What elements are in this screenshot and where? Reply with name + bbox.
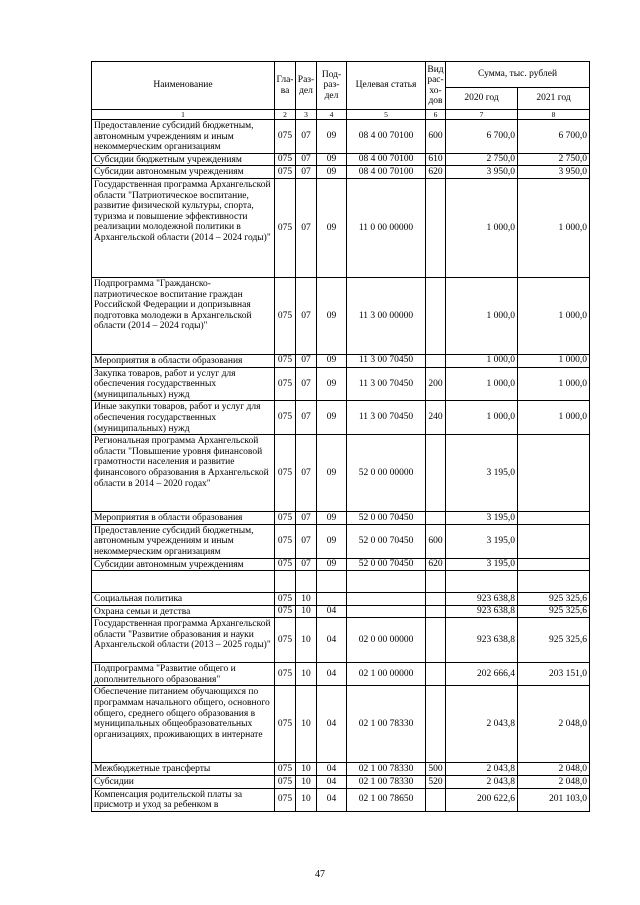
amount-2020-cell: 3 195,0 (446, 558, 518, 571)
index-cell: 6 (426, 110, 446, 120)
podrazdel-cell: 09 (317, 367, 347, 401)
podrazdel-cell: 09 (317, 435, 347, 512)
index-row (92, 110, 590, 120)
table-row (92, 367, 590, 401)
amount-2021-cell: 203 151,0 (518, 663, 590, 686)
table-row (92, 153, 590, 166)
table-row (92, 686, 590, 763)
podrazdel-cell: 09 (317, 277, 347, 354)
table-row (92, 166, 590, 179)
podrazdel-cell: 09 (317, 558, 347, 571)
target-cell (347, 593, 426, 606)
amount-2021-cell: 2 750,0 (518, 153, 590, 166)
razdel-cell: 07 (296, 512, 317, 525)
vid-cell (426, 354, 446, 367)
razdel-cell: 10 (296, 593, 317, 606)
razdel-cell: 07 (296, 367, 317, 401)
amount-2020-cell: 3 195,0 (446, 512, 518, 525)
amount-2021-cell: 6 700,0 (518, 120, 590, 154)
table-row (92, 618, 590, 663)
target-cell: 52 0 00 00000 (347, 435, 426, 512)
vid-cell (426, 178, 446, 277)
glava-cell: 075 (275, 401, 296, 435)
glava-cell (275, 571, 296, 593)
podrazdel-cell: 04 (317, 776, 347, 789)
amount-2021-cell (518, 512, 590, 525)
target-cell: 02 1 00 78330 (347, 686, 426, 763)
amount-2021-cell: 2 048,0 (518, 776, 590, 789)
amount-2020-cell: 1 000,0 (446, 178, 518, 277)
target-cell: 08 4 00 70100 (347, 153, 426, 166)
target-cell: 08 4 00 70100 (347, 120, 426, 154)
target-cell: 52 0 00 70450 (347, 558, 426, 571)
podrazdel-cell: 09 (317, 512, 347, 525)
vid-cell (426, 663, 446, 686)
razdel-cell: 10 (296, 686, 317, 763)
glava-cell: 075 (275, 354, 296, 367)
amount-2020-cell: 1 000,0 (446, 367, 518, 401)
amount-2020-cell (446, 571, 518, 593)
vid-cell: 610 (426, 153, 446, 166)
amount-2020-cell: 2 043,8 (446, 763, 518, 776)
target-cell: 52 0 00 70450 (347, 524, 426, 558)
vid-cell (426, 277, 446, 354)
index-cell: 5 (347, 110, 426, 120)
header-glava: Гла-ва (275, 62, 296, 110)
vid-cell (426, 686, 446, 763)
glava-cell: 075 (275, 605, 296, 618)
razdel-cell: 10 (296, 788, 317, 811)
target-cell: 11 3 00 70450 (347, 367, 426, 401)
razdel-cell: 07 (296, 153, 317, 166)
row-name-cell: Субсидии автономным учреждениям (92, 558, 275, 571)
header-2020: 2020 год (446, 88, 518, 110)
index-cell: 2 (275, 110, 296, 120)
amount-2021-cell: 2 048,0 (518, 686, 590, 763)
vid-cell (426, 788, 446, 811)
index-cell: 3 (296, 110, 317, 120)
row-name-cell: Государственная программа Архангельской области "Развитие образования и науки Архангельской области (2013 – 2025 годы)" (92, 618, 275, 663)
razdel-cell: 07 (296, 120, 317, 154)
razdel-cell: 10 (296, 776, 317, 789)
podrazdel-cell: 09 (317, 178, 347, 277)
podrazdel-cell: 09 (317, 166, 347, 179)
razdel-cell: 07 (296, 277, 317, 354)
razdel-cell: 10 (296, 763, 317, 776)
razdel-cell: 10 (296, 605, 317, 618)
vid-cell (426, 618, 446, 663)
glava-cell: 075 (275, 558, 296, 571)
amount-2021-cell: 201 103,0 (518, 788, 590, 811)
vid-cell: 600 (426, 524, 446, 558)
target-cell: 02 1 00 00000 (347, 663, 426, 686)
glava-cell: 075 (275, 776, 296, 789)
table-row (92, 178, 590, 277)
target-cell: 08 4 00 70100 (347, 166, 426, 179)
glava-cell: 075 (275, 120, 296, 154)
row-name-cell: Межбюджетные трансферты (92, 763, 275, 776)
amount-2020-cell: 1 000,0 (446, 401, 518, 435)
target-cell (347, 571, 426, 593)
amount-2021-cell: 1 000,0 (518, 401, 590, 435)
table-row (92, 354, 590, 367)
row-name-cell: Иные закупки товаров, работ и услуг для обеспечения государственных (муниципальных) нужд (92, 401, 275, 435)
amount-2020-cell: 200 622,6 (446, 788, 518, 811)
amount-2021-cell (518, 571, 590, 593)
header-name: Наименование (92, 62, 275, 110)
index-cell: 8 (518, 110, 590, 120)
row-name-cell (92, 571, 275, 593)
row-name-cell: Охрана семьи и детства (92, 605, 275, 618)
row-name-cell: Подпрограмма "Гражданско-патриотическое воспитание граждан Российской Федерации и допризывная подготовка молодежи в Архангельской области (2014 – 2024 годы)" (92, 277, 275, 354)
podrazdel-cell: 04 (317, 788, 347, 811)
header-sum: Сумма, тыс. рублей (446, 62, 590, 88)
razdel-cell: 07 (296, 166, 317, 179)
table-row (92, 512, 590, 525)
razdel-cell: 07 (296, 435, 317, 512)
podrazdel-cell: 09 (317, 524, 347, 558)
amount-2020-cell: 2 043,8 (446, 776, 518, 789)
amount-2021-cell: 1 000,0 (518, 277, 590, 354)
row-name-cell: Государственная программа Архангельской области "Патриотическое воспитание, развитие физической культуры, спорта, туризма и повышение эффективности реализации молодежной политики в Архангельской области (2014 – 2024 годы)" (92, 178, 275, 277)
row-name-cell: Субсидии (92, 776, 275, 789)
razdel-cell: 07 (296, 178, 317, 277)
row-name-cell: Мероприятия в области образования (92, 354, 275, 367)
row-name-cell: Мероприятия в области образования (92, 512, 275, 525)
table-row (92, 663, 590, 686)
vid-cell (426, 605, 446, 618)
amount-2020-cell: 923 638,8 (446, 605, 518, 618)
glava-cell: 075 (275, 663, 296, 686)
amount-2021-cell: 925 325,6 (518, 593, 590, 606)
podrazdel-cell: 09 (317, 354, 347, 367)
amount-2020-cell: 3 195,0 (446, 435, 518, 512)
target-cell: 02 1 00 78330 (347, 763, 426, 776)
target-cell: 11 3 00 00000 (347, 277, 426, 354)
row-name-cell: Субсидии автономным учреждениям (92, 166, 275, 179)
glava-cell: 075 (275, 277, 296, 354)
index-cell: 4 (317, 110, 347, 120)
table-row (92, 605, 590, 618)
glava-cell: 075 (275, 512, 296, 525)
podrazdel-cell: 04 (317, 605, 347, 618)
header-2021: 2021 год (518, 88, 590, 110)
amount-2021-cell: 1 000,0 (518, 354, 590, 367)
podrazdel-cell: 09 (317, 153, 347, 166)
podrazdel-cell: 04 (317, 663, 347, 686)
vid-cell: 620 (426, 166, 446, 179)
target-cell: 11 3 00 70450 (347, 401, 426, 435)
row-name-cell: Региональная программа Архангельской области "Повышение уровня финансовой грамотности населения и развитие финансового образования в Архангельской области в 2014 – 2020 годах" (92, 435, 275, 512)
vid-cell: 520 (426, 776, 446, 789)
row-name-cell: Социальная политика (92, 593, 275, 606)
header-razdel: Раз-дел (296, 62, 317, 110)
amount-2021-cell (518, 524, 590, 558)
amount-2020-cell: 1 000,0 (446, 277, 518, 354)
budget-table (91, 61, 590, 812)
target-cell: 52 0 00 70450 (347, 512, 426, 525)
glava-cell: 075 (275, 367, 296, 401)
glava-cell: 075 (275, 788, 296, 811)
amount-2021-cell (518, 435, 590, 512)
glava-cell: 075 (275, 166, 296, 179)
podrazdel-cell: 04 (317, 763, 347, 776)
vid-cell (426, 593, 446, 606)
podrazdel-cell: 04 (317, 686, 347, 763)
vid-cell: 600 (426, 120, 446, 154)
row-name-cell: Предоставление субсидий бюджетным, автономным учреждениям и иным некоммерческим организациям (92, 524, 275, 558)
amount-2021-cell: 3 950,0 (518, 166, 590, 179)
glava-cell: 075 (275, 178, 296, 277)
glava-cell: 075 (275, 618, 296, 663)
table-row (92, 776, 590, 789)
header-target: Целевая статья (347, 62, 426, 110)
header-vid: Вид рас-хо-дов (426, 62, 446, 110)
table-row (92, 435, 590, 512)
target-cell (347, 605, 426, 618)
glava-cell: 075 (275, 686, 296, 763)
amount-2021-cell: 1 000,0 (518, 178, 590, 277)
target-cell: 11 0 00 00000 (347, 178, 426, 277)
vid-cell (426, 571, 446, 593)
razdel-cell: 07 (296, 558, 317, 571)
row-name-cell: Субсидии бюджетным учреждениям (92, 153, 275, 166)
podrazdel-cell: 09 (317, 120, 347, 154)
table-row (92, 558, 590, 571)
amount-2020-cell: 3 950,0 (446, 166, 518, 179)
amount-2020-cell: 2 043,8 (446, 686, 518, 763)
table-row (92, 524, 590, 558)
amount-2020-cell: 3 195,0 (446, 524, 518, 558)
amount-2021-cell (518, 558, 590, 571)
row-name-cell: Компенсация родительской платы за присмотр и уход за ребенком в (92, 788, 275, 811)
table-row (92, 571, 590, 593)
page-number: 47 (315, 869, 325, 880)
razdel-cell: 10 (296, 618, 317, 663)
target-cell: 02 0 00 00000 (347, 618, 426, 663)
glava-cell: 075 (275, 593, 296, 606)
glava-cell: 075 (275, 435, 296, 512)
glava-cell: 075 (275, 763, 296, 776)
podrazdel-cell (317, 571, 347, 593)
index-cell: 1 (92, 110, 275, 120)
table-row (92, 277, 590, 354)
amount-2020-cell: 2 750,0 (446, 153, 518, 166)
amount-2021-cell: 1 000,0 (518, 367, 590, 401)
amount-2020-cell: 923 638,8 (446, 618, 518, 663)
podrazdel-cell: 09 (317, 401, 347, 435)
header-podrazdel: Под-раз-дел (317, 62, 347, 110)
table-row (92, 401, 590, 435)
vid-cell: 620 (426, 558, 446, 571)
razdel-cell: 10 (296, 663, 317, 686)
podrazdel-cell: 04 (317, 618, 347, 663)
vid-cell (426, 512, 446, 525)
amount-2021-cell: 925 325,6 (518, 618, 590, 663)
razdel-cell: 07 (296, 354, 317, 367)
table-row (92, 763, 590, 776)
row-name-cell: Подпрограмма "Развитие общего и дополнительного образования" (92, 663, 275, 686)
row-name-cell: Предоставление субсидий бюджетным, автономным учреждениям и иным некоммерческим организациям (92, 120, 275, 154)
amount-2020-cell: 1 000,0 (446, 354, 518, 367)
glava-cell: 075 (275, 524, 296, 558)
target-cell: 02 1 00 78650 (347, 788, 426, 811)
amount-2021-cell: 2 048,0 (518, 763, 590, 776)
glava-cell: 075 (275, 153, 296, 166)
vid-cell: 500 (426, 763, 446, 776)
vid-cell: 240 (426, 401, 446, 435)
amount-2020-cell: 6 700,0 (446, 120, 518, 154)
target-cell: 02 1 00 78330 (347, 776, 426, 789)
razdel-cell: 07 (296, 401, 317, 435)
vid-cell: 200 (426, 367, 446, 401)
razdel-cell (296, 571, 317, 593)
row-name-cell: Закупка товаров, работ и услуг для обеспечения государственных (муниципальных) нужд (92, 367, 275, 401)
podrazdel-cell (317, 593, 347, 606)
table-row (92, 593, 590, 606)
amount-2020-cell: 202 666,4 (446, 663, 518, 686)
amount-2021-cell: 925 325,6 (518, 605, 590, 618)
table-body (92, 110, 590, 812)
amount-2020-cell: 923 638,8 (446, 593, 518, 606)
index-cell: 7 (446, 110, 518, 120)
razdel-cell: 07 (296, 524, 317, 558)
table-row (92, 788, 590, 811)
table-row (92, 120, 590, 154)
target-cell: 11 3 00 70450 (347, 354, 426, 367)
row-name-cell: Обеспечение питанием обучающихся по программам начального общего, основного общего, среднего общего образования в муниципальных общеобразовательных организациях, проживающих в интернате (92, 686, 275, 763)
vid-cell (426, 435, 446, 512)
